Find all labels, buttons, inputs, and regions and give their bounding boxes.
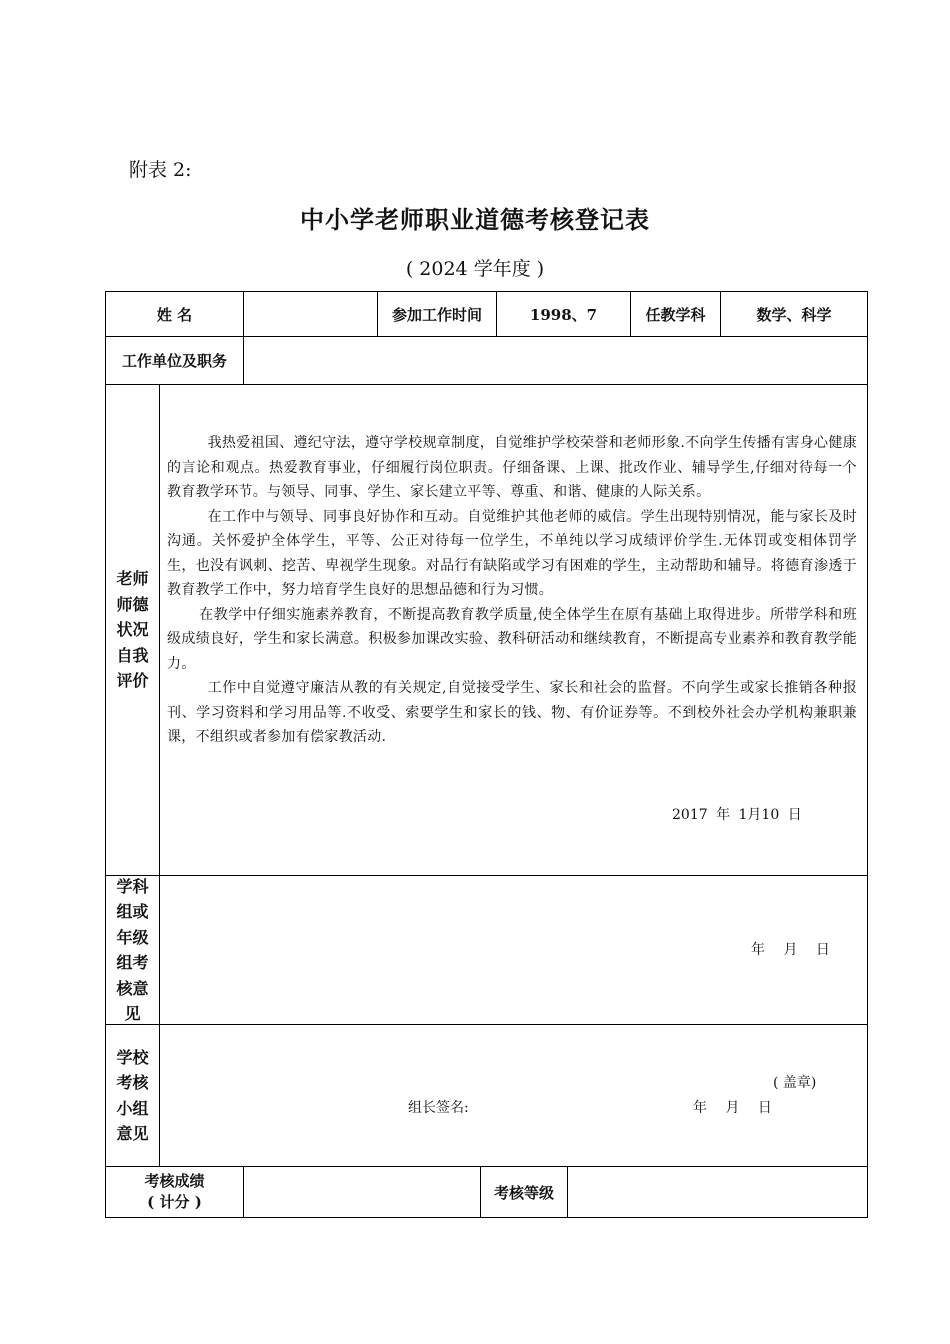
start-work-label: 参加工作时间 (391, 305, 482, 324)
page-title: 中小学老师职业道德考核登记表 (300, 205, 650, 234)
score-label-line2: ( 计分 ) (147, 1193, 202, 1211)
group-opinion-label-line: 年级 (116, 927, 149, 947)
group-opinion-label (106, 876, 159, 1024)
grade-label: 考核等级 (493, 1183, 554, 1202)
score-label (106, 1167, 243, 1217)
school-opinion-label-line: 考核 (116, 1073, 149, 1092)
self-eval-label-line: 评价 (116, 671, 149, 691)
start-work-value[interactable]: 1998、7 (529, 305, 598, 324)
self-eval-label (106, 385, 159, 875)
unit-value[interactable] (244, 337, 867, 384)
score-value[interactable] (244, 1167, 480, 1217)
self-eval-label-line: 师德 (116, 594, 149, 614)
group-opinion-date: 年 月 日 (751, 942, 830, 958)
group-opinion-label-line: 组或 (116, 902, 149, 921)
school-opinion-date: 年 月 日 (693, 1100, 772, 1116)
school-opinion-label-line: 小组 (116, 1098, 149, 1118)
name-value[interactable] (244, 292, 377, 336)
score-label-line1: 考核成绩 (144, 1172, 205, 1190)
school-year: ( 2024 学年度 ) (405, 258, 545, 280)
seal-label: ( 盖章) (773, 1075, 817, 1091)
school-opinion-label-line: 意见 (116, 1124, 149, 1143)
subject-value[interactable]: 数学、科学 (756, 305, 832, 324)
subject-label: 任教学科 (645, 305, 706, 324)
group-opinion-label-line: 学科 (116, 876, 149, 896)
grade-value[interactable] (568, 1167, 867, 1217)
group-opinion-label-line: 核意 (116, 978, 149, 998)
unit-label: 工作单位及职务 (121, 352, 227, 370)
leader-sign-label: 组长签名: (408, 1100, 469, 1116)
group-opinion-label-line: 组考 (116, 953, 149, 972)
group-opinion-label-line: 见 (124, 1004, 141, 1023)
self-eval-paragraph: 工作中自觉遵守廉洁从教的有关规定,自觉接受学生、家长和社会的监督。不向学生或家长推销各种报刊、学习资料和学习用品等.不收受、索要学生和家长的钱、物、有价证券等。不到校外社会办学机构兼职兼课，不组织或者参加有偿家教活动. (167, 680, 857, 745)
self-eval-date: 2017 年 1月10 日 (672, 807, 802, 823)
school-opinion-label (106, 1025, 159, 1166)
self-eval-label-line: 自我 (116, 645, 149, 665)
self-eval-label-line: 状况 (116, 620, 149, 640)
school-opinion-label-line: 学校 (116, 1047, 149, 1067)
self-eval-label-line: 老师 (116, 569, 149, 589)
self-eval-paragraph: 我热爱祖国、遵纪守法，遵守学校规章制度，自觉维护学校荣誉和老师形象.不向学生传播有害身心健康的言论和观点。热爱教育事业，仔细履行岗位职责。仔细备课、上课、批改作业、辅导学生,仔细对待每一个教育教学环节。与领导、同事、学生、家长建立平等、尊重、和谐、健康的人际关系。 (167, 435, 857, 500)
appendix-label: 附表 2: (129, 159, 192, 181)
name-label: 姓 名 (156, 305, 193, 324)
self-eval-text[interactable] (167, 431, 857, 750)
self-eval-paragraph: 在工作中与领导、同事良好协作和互动。自觉维护其他老师的威信。学生出现特别情况，能与家长及时沟通。关怀爱护全体学生，平等、公正对待每一位学生，不单纯以学习成绩评价学生.无体罚或变相体罚学生，也没有讽刺、挖苦、卑视学生现象。对品行有缺陷或学习有困难的学生，主动帮助和辅导。将德育渗透于教育教学工作中，努力培育学生良好的思想品德和行为习惯。 (167, 508, 857, 598)
self-eval-paragraph: 在教学中仔细实施素养教育，不断提高教育教学质量,使全体学生在原有基础上取得进步。所带学科和班级成绩良好，学生和家长满意。积极参加课改实验、教科研活动和继续教育，不断提高专业素养和教育教学能力。 (167, 606, 857, 672)
